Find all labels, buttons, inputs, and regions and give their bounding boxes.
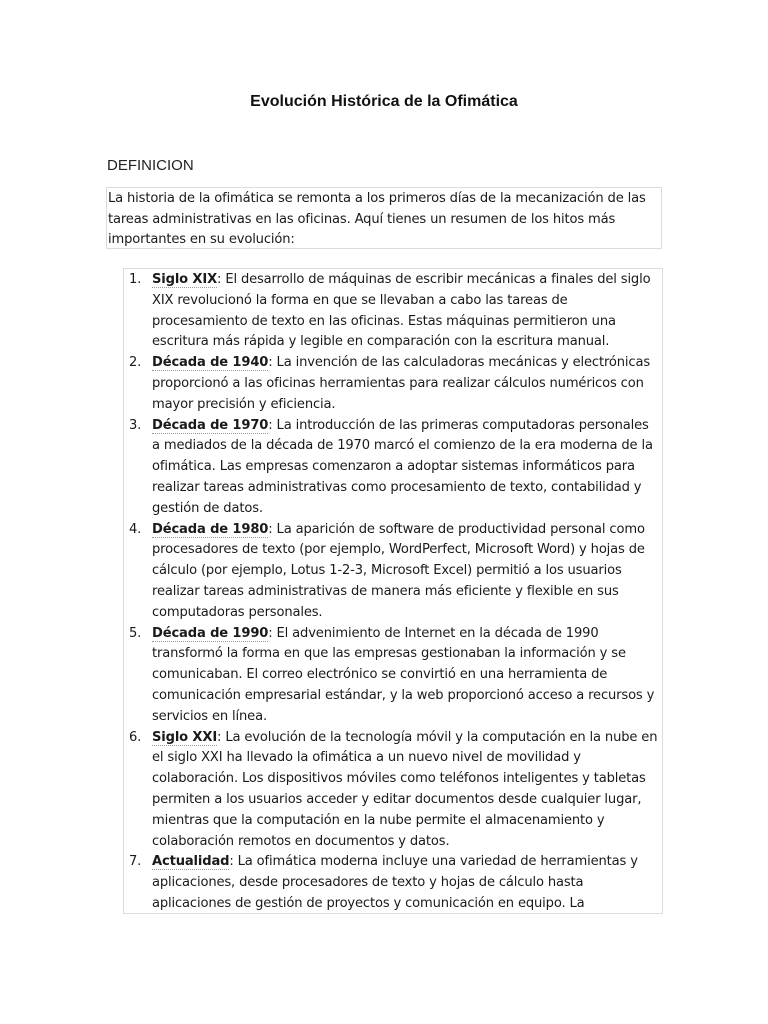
section-heading: DEFINICION	[107, 157, 194, 174]
item-term: Década de 1970	[152, 417, 269, 433]
item-term: Década de 1940	[152, 355, 269, 371]
intro-paragraph: La historia de la ofimática se remonta a los primeros días de la mecanización de las tareas administrativas en las oficinas. Aquí tienes un resumen de los hitos más importantes en su evolución:	[106, 187, 662, 249]
item-text: : La introducción de las primeras computadoras personales a mediados de la década de 1970 marcó el comienzo de la era moderna de la ofimática. Las empresas comenzaron a adoptar sistemas informáticos para realizar tareas administrativas como procesamiento de texto, contabilidad y gestión de datos.	[152, 417, 653, 516]
item-text: : La aparición de software de productividad personal como procesadores de texto (por ejemplo, WordPerfect, Microsoft Word) y hojas de cálculo (por ejemplo, Lotus 1-2-3, Microsoft Excel) permitió a los usuarios realizar tareas administrativas de manera más eficiente y flexible en sus computadoras personales.	[152, 521, 645, 620]
item-number: 4.	[129, 521, 142, 537]
item-term: Siglo XIX	[152, 272, 218, 287]
item-number: 3.	[129, 417, 142, 433]
list-item	[124, 624, 662, 728]
document-title: Evolución Histórica de la Ofimática	[250, 93, 518, 110]
item-term: Década de 1980	[152, 521, 269, 537]
item-term: Siglo XXI	[152, 729, 218, 745]
list-item	[124, 416, 662, 520]
item-number: 7.	[129, 854, 142, 870]
history-list	[124, 270, 662, 914]
item-text: : La ofimática moderna incluye una variedad de herramientas y aplicaciones, desde procesadores de texto y hojas de cálculo hasta aplicaciones de gestión de proyectos y comunicación en equipo. La	[152, 854, 638, 911]
item-number: 6.	[129, 729, 142, 745]
item-term: Actualidad	[152, 854, 230, 870]
item-number: 5.	[129, 625, 142, 641]
list-item	[124, 852, 662, 914]
item-text: : El desarrollo de máquinas de escribir mecánicas a finales del siglo XIX revolucionó la forma en que se llevaban a cabo las tareas de procesamiento de texto en las oficinas. Estas máquinas permitieron una escritura más rápida y legible en comparación con la escritura manual.	[152, 272, 651, 350]
item-text: : La invención de las calculadoras mecánicas y electrónicas proporcionó a las oficinas herramientas para realizar cálculos numéricos con mayor precisión y eficiencia.	[152, 355, 650, 412]
list-item	[124, 270, 662, 353]
history-list-box	[123, 268, 663, 914]
item-term: Década de 1990	[152, 625, 269, 641]
item-number: 1.	[129, 272, 142, 287]
item-number: 2.	[129, 355, 142, 371]
list-item	[124, 353, 662, 415]
item-text: : El advenimiento de Internet en la década de 1990 transformó la forma en que las empresas gestionaban la información y se comunicaban. El correo electrónico se convirtió en una herramienta de comunicación empresarial estándar, y la web proporcionó acceso a recursos y servicios en línea.	[152, 625, 655, 724]
list-item	[124, 728, 662, 853]
list-item	[124, 520, 662, 624]
item-text: : La evolución de la tecnología móvil y la computación en la nube en el siglo XXI ha llevado la ofimática a un nuevo nivel de movilidad y colaboración. Los dispositivos móviles como teléfonos inteligentes y tabletas permiten a los usuarios acceder y editar documentos desde cualquier lugar, mientras que la computación en la nube permite el almacenamiento y colaboración remotos en documentos y datos.	[152, 729, 658, 849]
